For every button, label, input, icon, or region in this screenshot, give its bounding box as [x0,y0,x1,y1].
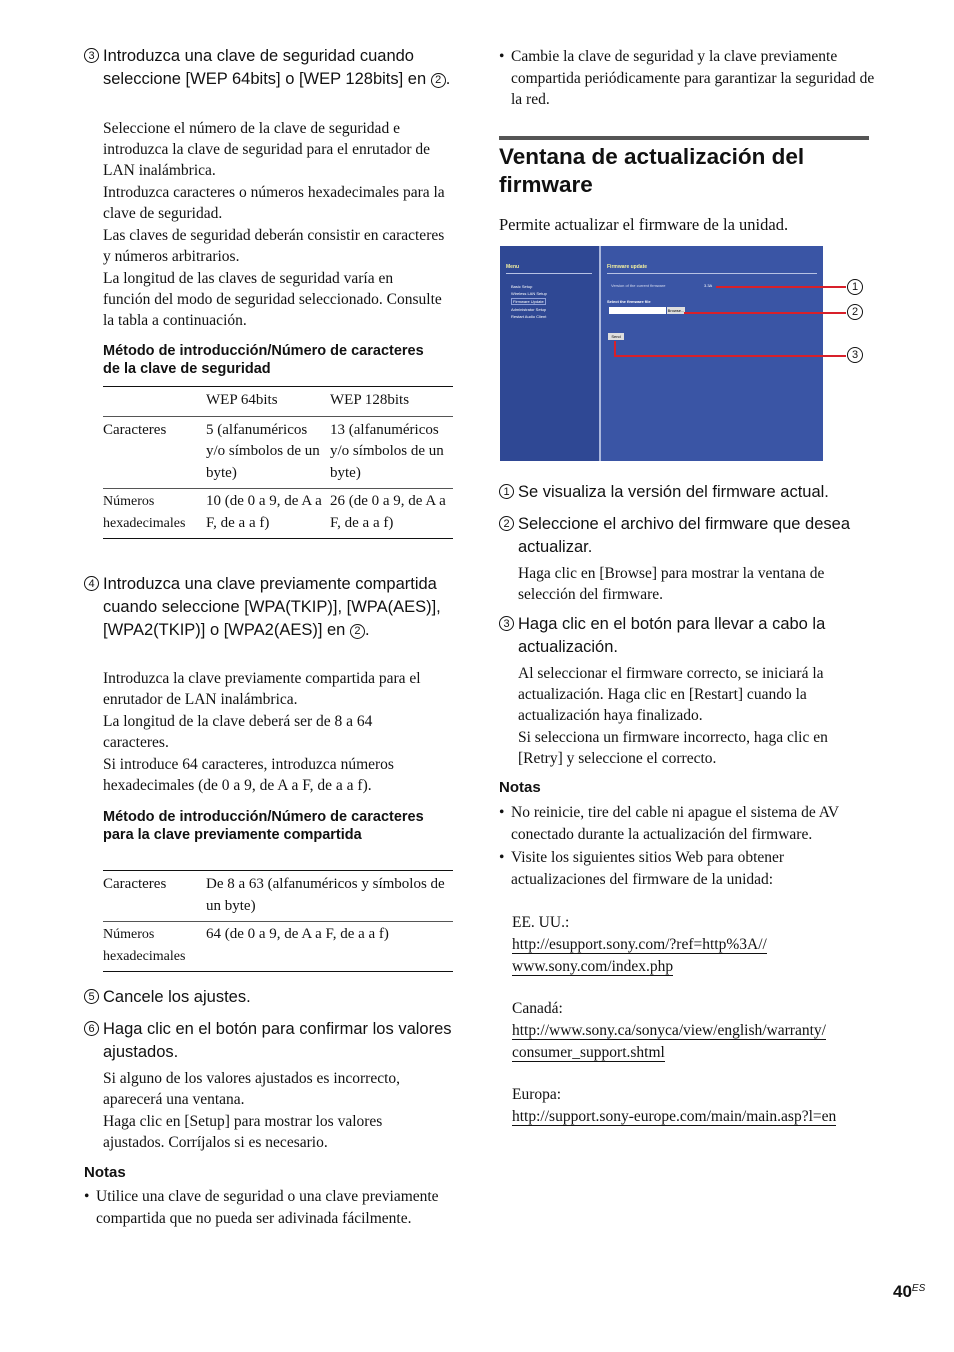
item-3-para-1: Al seleccionar el firmware correcto, se iniciará la actualización. Haga clic en [Restart] cuando la actualización haya finalizado. [518,665,824,724]
step-3-heading: 3 Introduzca una clave de seguridad cuando seleccione [WEP 64bits] o [WEP 128bits] en 2 . [84,45,473,91]
site-url-europe-line-1[interactable] [512,1106,836,1127]
callout-line-1 [716,286,846,288]
screenshot-select-label: Select the firmware file [607,299,651,304]
item-2-heading [499,513,868,559]
left-notas-title: Notas [84,1164,126,1181]
step-number-4: 4 [84,576,99,591]
step-number-6: 6 [84,1021,99,1036]
step-4-para-2: La longitud de la clave deberá ser de 8 a 64 caracteres. [103,713,373,751]
firmware-update-screenshot [500,246,823,461]
site-url-usa-line-1[interactable] [512,934,767,955]
table-1-cell: Caracteres [103,421,167,438]
table-1-header-wep64: WEP 64bits [206,392,278,408]
screenshot-menu-item: Basic Setup [511,284,533,289]
url-link[interactable]: www.sony.com/index.php [512,958,674,975]
screenshot-version-value: 3.3A [704,283,713,288]
step-ref-2: 2 [431,73,446,88]
item-number-3: 3 [499,616,514,631]
page-number: $40^{ES}$ [893,1282,926,1301]
item-1-text: Se visualiza la versión del firmware actual. [518,483,829,501]
callout-number-3: 3 [847,347,863,363]
step-number-3: 3 [84,48,99,63]
callout-line-2 [684,312,846,314]
item-3-text: Haga clic en el botón para llevar a cabo la actualización. [518,615,826,656]
step-3-para-2: Introduzca caracteres o números hexadecimales para la clave de seguridad. [103,184,445,222]
table-1-header-empty [103,387,206,417]
site-url-canada-line-2[interactable] [512,1042,665,1063]
site-region-europe: Europa: [512,1086,562,1103]
step-6-text: Haga clic en el botón para confirmar los valores ajustados. [103,1020,452,1061]
item-number-2: 2 [499,516,514,531]
table-1-cell: 5 (alfanuméricos y/o símbolos de un byte) [206,421,320,481]
right-nota-1: • No reinicie, tire del cable ni apague el sistema de AV conectado durante la actualización del firmware. [499,804,839,843]
table-1-cell: 10 (de 0 a 9, de A a F, de a a f) [206,493,322,531]
item-2-para-1: Haga clic en [Browse] para mostrar la ventana de selección del firmware. [518,565,825,603]
screenshot-panel-title: Firmware update [607,264,648,270]
step-3-text: Introduzca una clave de seguridad cuando seleccione [WEP 64bits] o [WEP 128bits] en [103,47,431,88]
screenshot-divider [599,246,601,461]
screenshot-panel-rule [607,273,817,274]
url-link[interactable]: consumer_support.shtml [512,1044,665,1061]
table-2-cell: 64 (de 0 a 9, de A a F, de a a f) [206,926,389,942]
wep-key-table [103,386,453,539]
site-region-canada: Canadá: [512,1000,563,1017]
psk-table [103,870,453,972]
step-6-heading [84,1018,463,1064]
step-4-text: Introduzca una clave previamente compartida cuando seleccione [WPA(TKIP)], [WPA(AES)], [WPA2(TKIP)] o [WPA2(AES)] en [103,575,441,639]
step-6-para-1: Si alguno de los valores ajustados es incorrecto, aparecerá una ventana. [103,1070,401,1108]
section-heading: Ventana de actualización del firmware [499,144,805,197]
item-3-heading [499,613,888,659]
step-3-para-1: Seleccione el número de la clave de seguridad e introduzca la clave de seguridad para el enrutador de LAN inalámbrica. [103,120,431,179]
right-nota-2: • Visite los siguientes sitios Web para obtener actualizaciones del firmware de la unidad: [499,849,785,888]
step-4-heading: 4 Introduzca una clave previamente compartida cuando seleccione [WPA(TKIP)], [WPA(AES)], [WPA2(TKIP)] o [WPA2(AES)] en 2 . [84,573,473,642]
screenshot-version-label: Version of the current firmware [611,283,666,288]
callout-number-1: 1 [847,279,863,295]
item-number-1: 1 [499,484,514,499]
url-link[interactable]: http://support.sony-europe.com/main/main.asp?l=en [512,1108,837,1125]
right-top-bullet: • Cambie la clave de seguridad y la clave previamente compartida periódicamente para garantizar la seguridad de la red. [499,48,875,108]
screenshot-menu-pane [500,246,600,461]
step-number-5: 5 [84,989,99,1004]
table-1-header-wep128: WEP 128bits [330,392,410,408]
callout-number-2: 2 [847,304,863,320]
step-6-para-2: Haga clic en [Setup] para mostrar los valores ajustados. Corríjalos si es necesario. [103,1113,383,1151]
table-1-cell: Números hexadecimales [103,494,186,531]
step-4-para-3: Si introduce 64 caracteres, introduzca números hexadecimales (de 0 a 9, de A a F, de a a f). [103,756,394,794]
screenshot-menu-item: Administrator Setup [511,307,547,312]
item-1-heading [499,481,890,504]
step-3-para-3: Las claves de seguridad deberán consistir en caracteres y números arbitrarios. [103,227,445,265]
table-2-cell: Números hexadecimales [103,927,186,964]
screenshot-browse-button: Browse... [667,308,685,313]
url-link[interactable]: http://esupport.sony.com/?ref=http%3A// [512,936,767,953]
step-3-para-4: La longitud de las claves de seguridad varía en función del modo de seguridad seleccionado. Consulte la tabla a continuación. [103,270,442,329]
item-3-para-2: Si selecciona un firmware incorrecto, haga clic en [Retry] y seleccione el correcto. [518,729,828,767]
table-1-cell: 13 (alfanuméricos y/o símbolos de un byte) [330,421,444,481]
site-url-canada-line-1[interactable] [512,1020,826,1041]
callout-line-3-vertical [614,341,616,356]
screenshot-menu-rule [506,273,592,274]
table-1-cell: 26 (de 0 a 9, de A a F, de a a f) [330,493,446,531]
step-4-para-1: Introduzca la clave previamente compartida para el enrutador de LAN inalámbrica. [103,670,421,708]
site-url-usa-line-2[interactable] [512,956,673,977]
table-2-title: Método de introducción/Número de caracteres para la clave previamente compartida [103,809,424,843]
step-ref-2: 2 [350,624,365,639]
url-link[interactable]: http://www.sony.ca/sonyca/view/english/warranty/ [512,1022,826,1039]
left-nota-1: • Utilice una clave de seguridad o una clave previamente compartida que no pueda ser adivinada fácilmente. [84,1188,439,1227]
table-2-cell: Caracteres [103,876,167,892]
table-2-cell: De 8 a 63 (alfanuméricos y símbolos de un byte) [206,876,445,914]
screenshot-send-button: Send [608,333,624,340]
page-language-suffix: ES [911,1283,926,1294]
screenshot-menu-title: Menu [506,264,520,270]
section-intro: Permite actualizar el firmware de la unidad. [499,215,789,234]
table-1-title: Método de introducción/Número de caracteres de la clave de seguridad [103,343,424,377]
right-notas-title: Notas [499,779,541,796]
screenshot-menu-item: Restart Audio Client [511,314,547,319]
step-5-text: Cancele los ajustes. [103,988,251,1006]
screenshot-file-input [609,307,666,314]
section-rule [499,136,869,140]
step-5-heading [84,986,473,1009]
item-2-text: Seleccione el archivo del firmware que desea actualizar. [518,515,851,556]
screenshot-menu-item: Firmware Update [513,299,544,304]
screenshot-menu-item: Wireless LAN Setup [511,291,547,296]
site-region-usa: EE. UU.: [512,914,570,931]
callout-line-3 [614,355,846,357]
